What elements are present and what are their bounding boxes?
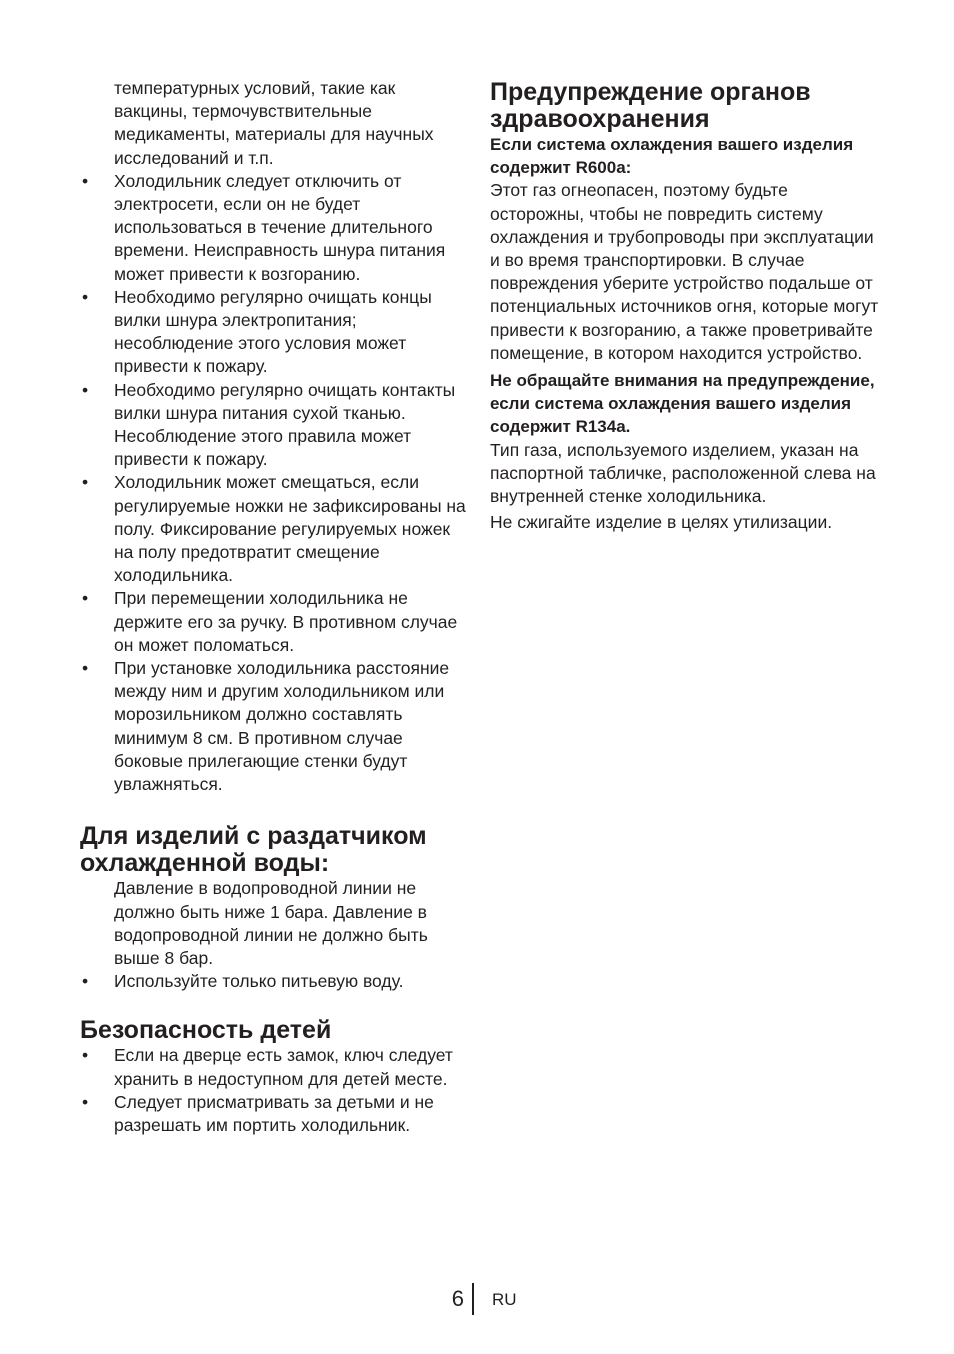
bullet-marker: • [82, 1045, 89, 1066]
bullet-marker: • [82, 658, 89, 679]
bullet-marker: • [82, 1091, 89, 1112]
list-item-text: При перемещении холодильника не держите его за ручку. В противном случае он может поломаться. [114, 588, 458, 655]
list-item [80, 1091, 470, 1137]
page-footer [0, 1286, 954, 1314]
list-item-text: Холодильник может смещаться, если регулируемые ножки не зафиксированы на полу. Фиксирование регулируемых ножек на полу предотвратит смещение холодильника. [114, 472, 466, 586]
bullet-marker: • [82, 472, 89, 493]
r600a-heading: Если система охлаждения вашего изделия содержит R600a: [490, 135, 854, 178]
list-item-text: Если на дверце есть замок, ключ следует хранить в недоступном для детей месте. [114, 1045, 453, 1089]
r134a-heading: Не обращайте внимания на предупреждение, если система охлаждения вашего изделия содержит R134a. [490, 371, 875, 437]
r600a-paragraph: Этот газ огнеопасен, поэтому будьте осторожны, чтобы не повредить систему охлаждения и трубопроводы при эксплуатации и во время транспортировки. В случае повреждения уберите устройство подальше от потенциальных источников огня, которые могут привести к возгоранию, а также проветривайте помещение, в котором находится устройство. [490, 180, 879, 363]
list-item-text: Необходимо регулярно очищать контакты вилки шнура питания сухой тканью. Несоблюдение этого правила может привести к пожару. [114, 379, 456, 470]
list-item-text: При установке холодильника расстояние между ним и другим холодильником или морозильником должно составлять минимум 8 см. В противном случае боковые прилегающие стенки будут увлажняться. [114, 658, 450, 795]
bullet-marker: • [82, 379, 89, 400]
intro-continuation: температурных условий, такие как вакцины, термочувствительные медикаменты, материалы для научных исследований и т.п. [114, 78, 434, 168]
list-item [80, 657, 470, 796]
left-column [80, 77, 470, 1137]
list-item [80, 471, 470, 587]
page-number: 6 [451, 1286, 464, 1311]
bullet-marker: • [82, 170, 89, 191]
list-item-text: Необходимо регулярно очищать концы вилки шнура электропитания; несоблюдение этого условия может привести к пожару. [114, 286, 432, 377]
right-column [490, 77, 880, 534]
language-code: RU [492, 1290, 517, 1309]
health-warning-heading: Предупреждение органов здравоохранения [490, 78, 811, 133]
bullet-marker: • [82, 971, 89, 992]
disposal-paragraph: Не сжигайте изделие в целях утилизации. [490, 512, 833, 533]
list-item-text: Холодильник следует отключить от электросети, если он не будет использоваться в течение длительного времени. Неисправность шнура питания может привести к возгоранию. [114, 170, 446, 284]
list-item [80, 970, 470, 993]
list-item [80, 379, 470, 472]
bullet-marker: • [82, 588, 89, 609]
list-item [80, 587, 470, 657]
child-safety-heading: Безопасность детей [80, 1016, 332, 1045]
list-item [80, 286, 470, 379]
water-dispenser-intro: Давление в водопроводной линии не должно быть ниже 1 бара. Давление в водопроводной линии не должно быть выше 8 бар. [114, 878, 428, 968]
list-item-text: Используйте только питьевую воду. [114, 971, 404, 992]
bullet-marker: • [82, 286, 89, 307]
list-item-text: Следует присматривать за детьми и не разрешать им портить холодильник. [114, 1091, 434, 1135]
footer-divider [472, 1283, 474, 1315]
water-dispenser-heading: Для изделий с раздатчиком охлажденной воды: [80, 822, 427, 878]
gas-type-paragraph: Тип газа, используемого изделием, указан на паспортной табличке, расположенной слева на внутренней стенке холодильника. [490, 439, 876, 507]
list-item [80, 170, 470, 286]
list-item [80, 1044, 470, 1090]
